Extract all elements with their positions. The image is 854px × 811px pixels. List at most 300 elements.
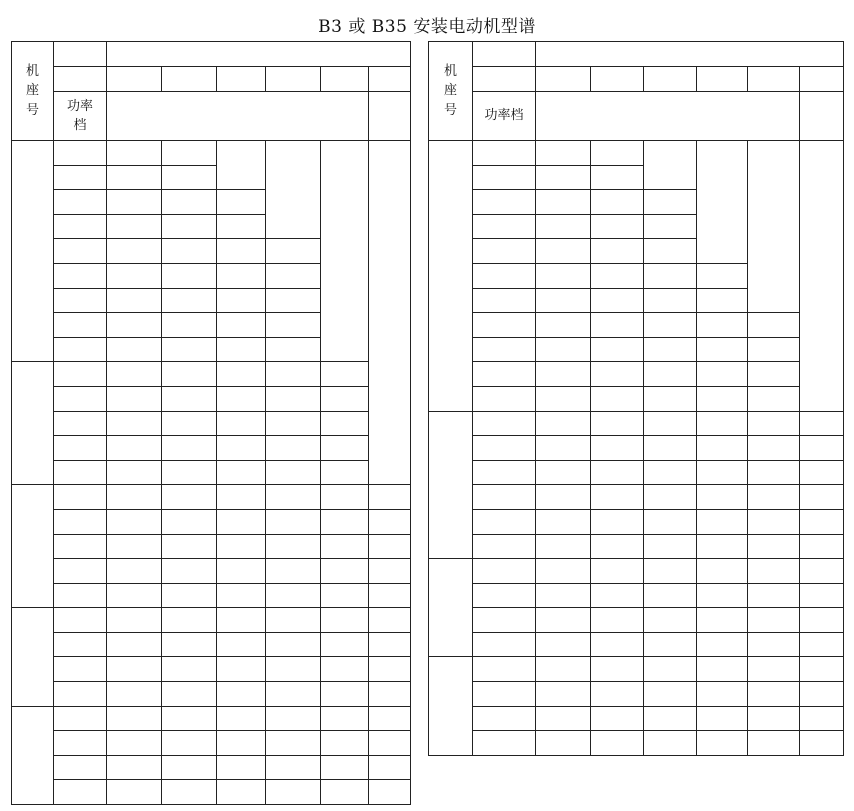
power-value xyxy=(162,534,217,559)
power-value xyxy=(217,485,266,510)
power-value xyxy=(162,190,217,215)
power-value xyxy=(266,632,321,657)
power-level xyxy=(473,263,536,288)
power-value xyxy=(321,411,369,436)
power-value xyxy=(697,362,748,387)
power-level xyxy=(473,559,536,584)
power-value xyxy=(591,386,644,411)
power-value xyxy=(217,731,266,756)
power-value xyxy=(321,386,369,411)
power-value xyxy=(536,190,591,215)
power-value xyxy=(591,337,644,362)
power-value xyxy=(266,386,321,411)
power-value xyxy=(591,632,644,657)
pole-header xyxy=(748,67,800,92)
power-value xyxy=(697,534,748,559)
power-value xyxy=(107,682,162,707)
frame-number xyxy=(12,608,54,706)
merged-dash-cell xyxy=(748,141,800,313)
power-value xyxy=(217,780,266,805)
power-value xyxy=(162,436,217,461)
power-value xyxy=(748,583,800,608)
power-value xyxy=(321,682,369,707)
power-level xyxy=(54,682,107,707)
power-level xyxy=(54,337,107,362)
power-value xyxy=(748,460,800,485)
pole-header xyxy=(266,67,321,92)
power-value xyxy=(536,337,591,362)
power-value xyxy=(536,583,591,608)
power-level xyxy=(54,608,107,633)
power-value xyxy=(644,608,697,633)
power-value xyxy=(591,141,644,166)
power-value xyxy=(591,509,644,534)
power-value xyxy=(107,780,162,805)
power-level xyxy=(473,706,536,731)
power-value xyxy=(266,436,321,461)
power-value xyxy=(321,460,369,485)
power-level xyxy=(473,534,536,559)
power-value xyxy=(800,608,844,633)
power-value xyxy=(591,657,644,682)
power-value xyxy=(644,534,697,559)
power-level xyxy=(54,313,107,338)
power-value xyxy=(644,657,697,682)
power-level xyxy=(54,263,107,288)
power-value xyxy=(697,731,748,756)
power-value xyxy=(107,706,162,731)
power-value xyxy=(321,780,369,805)
power-level xyxy=(54,706,107,731)
power-value xyxy=(321,436,369,461)
power-value xyxy=(697,411,748,436)
power-value xyxy=(266,362,321,387)
power-level xyxy=(473,436,536,461)
power-value xyxy=(369,608,411,633)
power-level xyxy=(473,583,536,608)
pole-header xyxy=(162,67,217,92)
power-value xyxy=(107,263,162,288)
power-value xyxy=(321,485,369,510)
power-value xyxy=(217,362,266,387)
power-value xyxy=(107,509,162,534)
power-level xyxy=(473,460,536,485)
power-value xyxy=(800,731,844,756)
power-value xyxy=(748,313,800,338)
power-value xyxy=(266,583,321,608)
power-value xyxy=(748,436,800,461)
power-value xyxy=(536,509,591,534)
pole-header xyxy=(536,67,591,92)
power-value xyxy=(748,608,800,633)
pole-header xyxy=(644,67,697,92)
merged-dash-cell xyxy=(217,141,266,190)
power-value xyxy=(266,263,321,288)
power-value xyxy=(644,239,697,264)
power-value xyxy=(162,337,217,362)
frame-header: 机 座 号 xyxy=(429,42,473,141)
power-value xyxy=(800,485,844,510)
power-value xyxy=(591,288,644,313)
merged-dash-cell xyxy=(369,141,411,485)
power-value xyxy=(321,608,369,633)
power-value xyxy=(107,362,162,387)
power-value xyxy=(644,706,697,731)
power-value xyxy=(536,313,591,338)
power-value xyxy=(800,632,844,657)
power-value xyxy=(266,559,321,584)
power-value xyxy=(217,436,266,461)
power-value xyxy=(591,706,644,731)
power-value xyxy=(107,313,162,338)
power-level xyxy=(54,534,107,559)
power-value xyxy=(536,141,591,166)
power-value xyxy=(591,263,644,288)
power-value xyxy=(591,608,644,633)
pole-header xyxy=(800,67,844,92)
power-value xyxy=(162,362,217,387)
power-value xyxy=(321,755,369,780)
power-value xyxy=(107,731,162,756)
power-value xyxy=(217,559,266,584)
power-unit-blank xyxy=(369,92,411,141)
power-value xyxy=(697,436,748,461)
power-value xyxy=(217,411,266,436)
power-value xyxy=(107,632,162,657)
power-value xyxy=(217,534,266,559)
power-value xyxy=(107,657,162,682)
power-value xyxy=(369,509,411,534)
pole-header xyxy=(591,67,644,92)
merged-dash-cell xyxy=(697,141,748,264)
power-value xyxy=(321,362,369,387)
power-level xyxy=(473,608,536,633)
power-value xyxy=(591,559,644,584)
power-value xyxy=(162,780,217,805)
frame-header: 机 座 号 xyxy=(12,42,54,141)
power-value xyxy=(321,534,369,559)
power-value xyxy=(107,608,162,633)
power-value xyxy=(107,386,162,411)
power-value xyxy=(748,362,800,387)
power-unit-label xyxy=(536,92,800,141)
power-level xyxy=(473,337,536,362)
power-value xyxy=(266,731,321,756)
power-value xyxy=(536,731,591,756)
merged-dash-cell xyxy=(644,141,697,190)
power-value xyxy=(266,780,321,805)
power-level xyxy=(54,632,107,657)
power-value xyxy=(217,288,266,313)
power-value xyxy=(748,632,800,657)
poles-label xyxy=(473,67,536,92)
power-value xyxy=(591,190,644,215)
power-value xyxy=(644,214,697,239)
power-value xyxy=(591,534,644,559)
pole-header xyxy=(321,67,369,92)
power-level xyxy=(54,190,107,215)
power-value xyxy=(162,411,217,436)
frame-number xyxy=(429,141,473,412)
power-value xyxy=(536,362,591,387)
power-value xyxy=(536,608,591,633)
power-value xyxy=(107,190,162,215)
power-value xyxy=(321,731,369,756)
frame-number xyxy=(12,485,54,608)
power-level xyxy=(54,509,107,534)
power-value xyxy=(217,313,266,338)
power-value xyxy=(107,411,162,436)
power-value xyxy=(591,583,644,608)
power-level xyxy=(473,362,536,387)
power-level xyxy=(473,165,536,190)
power-value xyxy=(162,165,217,190)
power-value xyxy=(800,509,844,534)
power-value xyxy=(591,214,644,239)
power-value xyxy=(369,534,411,559)
power-value xyxy=(266,460,321,485)
power-value xyxy=(369,731,411,756)
power-level xyxy=(473,485,536,510)
power-value xyxy=(697,460,748,485)
pole-header xyxy=(697,67,748,92)
power-value xyxy=(162,632,217,657)
power-value xyxy=(644,632,697,657)
power-value xyxy=(107,214,162,239)
power-value xyxy=(107,460,162,485)
power-value xyxy=(748,337,800,362)
power-value xyxy=(536,288,591,313)
power-level xyxy=(54,485,107,510)
power-unit-label xyxy=(107,92,369,141)
voltage-label xyxy=(473,42,536,67)
power-level xyxy=(54,731,107,756)
frame-number xyxy=(429,411,473,559)
frame-number xyxy=(429,559,473,657)
power-value xyxy=(217,214,266,239)
power-value xyxy=(591,460,644,485)
power-value xyxy=(266,608,321,633)
power-level xyxy=(473,386,536,411)
power-value xyxy=(162,608,217,633)
power-value xyxy=(644,460,697,485)
power-level xyxy=(54,386,107,411)
power-value xyxy=(800,436,844,461)
power-value xyxy=(321,559,369,584)
merged-dash-cell xyxy=(321,141,369,362)
power-value xyxy=(162,386,217,411)
power-value xyxy=(800,460,844,485)
voltage-label xyxy=(54,42,107,67)
voltage-value xyxy=(536,42,844,67)
power-value xyxy=(369,755,411,780)
power-value xyxy=(697,313,748,338)
power-value xyxy=(748,682,800,707)
power-value xyxy=(266,485,321,510)
power-value xyxy=(369,706,411,731)
power-value xyxy=(536,214,591,239)
power-value xyxy=(644,682,697,707)
power-level xyxy=(473,239,536,264)
power-value xyxy=(217,682,266,707)
power-value xyxy=(536,386,591,411)
power-level xyxy=(54,780,107,805)
power-value xyxy=(321,632,369,657)
power-value xyxy=(536,485,591,510)
power-value xyxy=(107,239,162,264)
power-value xyxy=(217,190,266,215)
power-value xyxy=(266,239,321,264)
power-level xyxy=(473,288,536,313)
power-value xyxy=(644,731,697,756)
power-value xyxy=(162,559,217,584)
power-value xyxy=(748,559,800,584)
power-value xyxy=(697,337,748,362)
power-value xyxy=(162,460,217,485)
power-value xyxy=(748,485,800,510)
power-value xyxy=(321,583,369,608)
power-value xyxy=(162,141,217,166)
power-level xyxy=(54,583,107,608)
power-value xyxy=(644,386,697,411)
power-value xyxy=(697,559,748,584)
power-value xyxy=(162,263,217,288)
power-value xyxy=(217,755,266,780)
power-value xyxy=(266,313,321,338)
frame-number xyxy=(429,657,473,755)
power-value xyxy=(162,509,217,534)
power-value xyxy=(644,411,697,436)
power-value xyxy=(800,706,844,731)
power-value xyxy=(369,632,411,657)
power-level xyxy=(473,214,536,239)
power-value xyxy=(536,559,591,584)
power-unit-blank xyxy=(800,92,844,141)
power-value xyxy=(697,263,748,288)
power-value xyxy=(697,682,748,707)
power-level xyxy=(473,313,536,338)
power-value xyxy=(217,509,266,534)
power-value xyxy=(162,706,217,731)
power-value xyxy=(369,485,411,510)
power-value xyxy=(536,165,591,190)
power-value xyxy=(369,780,411,805)
power-value xyxy=(800,583,844,608)
power-value xyxy=(107,141,162,166)
power-value xyxy=(266,755,321,780)
motor-table-6kv xyxy=(11,41,411,805)
power-value xyxy=(107,559,162,584)
document-title: B3 或 B35 安装电动机型谱 xyxy=(318,17,536,37)
power-level xyxy=(473,731,536,756)
power-value xyxy=(697,706,748,731)
power-level xyxy=(54,460,107,485)
power-level xyxy=(473,632,536,657)
power-value xyxy=(644,313,697,338)
power-value xyxy=(536,657,591,682)
power-value xyxy=(107,755,162,780)
power-value xyxy=(266,411,321,436)
power-value xyxy=(266,288,321,313)
power-value xyxy=(536,436,591,461)
power-value xyxy=(107,583,162,608)
power-level xyxy=(54,141,107,166)
power-value xyxy=(369,657,411,682)
power-value xyxy=(217,608,266,633)
power-value xyxy=(800,682,844,707)
power-value xyxy=(591,362,644,387)
power-value xyxy=(591,165,644,190)
frame-number xyxy=(12,141,54,362)
power-value xyxy=(697,657,748,682)
power-value xyxy=(644,337,697,362)
power-value xyxy=(644,190,697,215)
power-level-label: 功率 档 xyxy=(54,92,107,141)
power-value xyxy=(536,411,591,436)
pole-header xyxy=(107,67,162,92)
power-value xyxy=(748,534,800,559)
power-value xyxy=(536,263,591,288)
power-value xyxy=(697,608,748,633)
power-value xyxy=(162,682,217,707)
power-value xyxy=(591,731,644,756)
power-value xyxy=(266,509,321,534)
power-value xyxy=(697,288,748,313)
power-level xyxy=(54,239,107,264)
power-value xyxy=(162,657,217,682)
power-value xyxy=(369,583,411,608)
power-level xyxy=(473,682,536,707)
power-value xyxy=(800,559,844,584)
power-value xyxy=(217,460,266,485)
power-value xyxy=(107,436,162,461)
power-level xyxy=(473,509,536,534)
voltage-value xyxy=(107,42,411,67)
power-level xyxy=(54,362,107,387)
merged-dash-cell xyxy=(266,141,321,239)
power-value xyxy=(800,534,844,559)
power-value xyxy=(107,534,162,559)
power-value xyxy=(644,583,697,608)
power-value xyxy=(748,386,800,411)
power-level xyxy=(54,165,107,190)
power-value xyxy=(266,682,321,707)
power-value xyxy=(162,288,217,313)
pole-header xyxy=(217,67,266,92)
power-level xyxy=(473,411,536,436)
power-value xyxy=(266,534,321,559)
power-value xyxy=(217,263,266,288)
power-value xyxy=(107,165,162,190)
power-level xyxy=(473,657,536,682)
power-value xyxy=(162,731,217,756)
power-value xyxy=(162,239,217,264)
power-value xyxy=(697,386,748,411)
power-value xyxy=(107,337,162,362)
power-value xyxy=(697,509,748,534)
power-value xyxy=(644,509,697,534)
power-value xyxy=(748,657,800,682)
power-level xyxy=(54,755,107,780)
power-value xyxy=(162,313,217,338)
power-value xyxy=(591,411,644,436)
power-value xyxy=(748,411,800,436)
power-value xyxy=(748,509,800,534)
power-value xyxy=(800,657,844,682)
power-value xyxy=(697,632,748,657)
power-value xyxy=(536,682,591,707)
power-value xyxy=(107,288,162,313)
